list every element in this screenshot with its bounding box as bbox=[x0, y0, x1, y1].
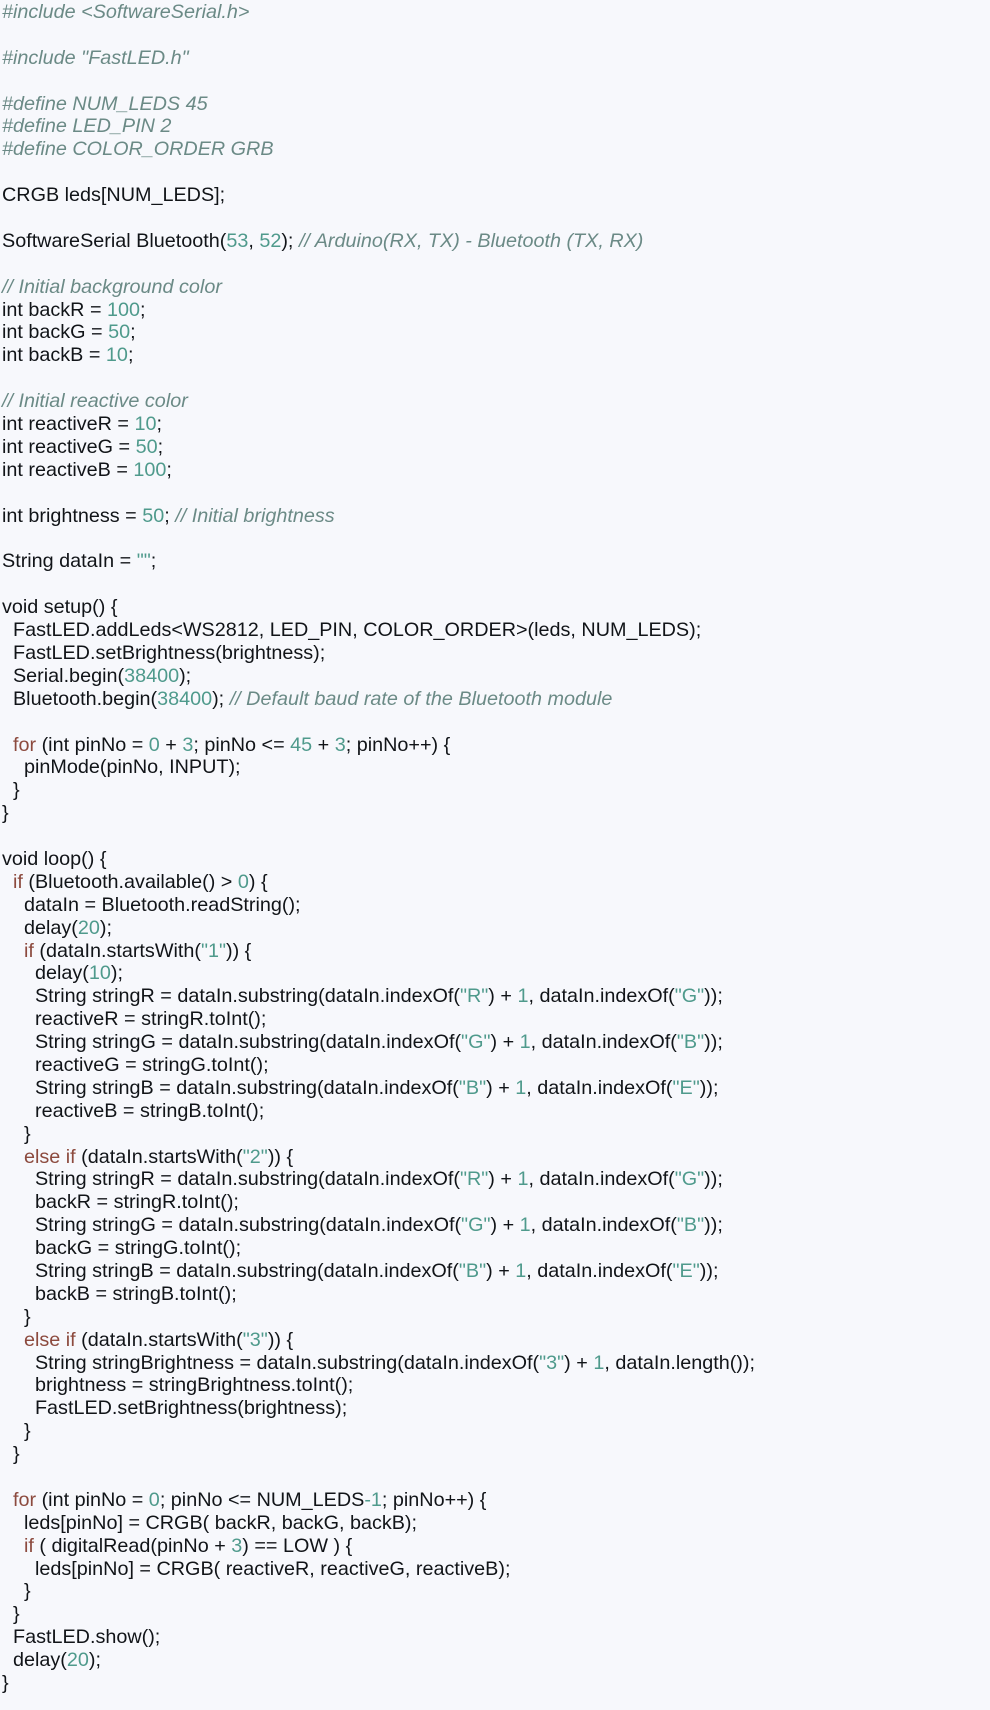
code-line bbox=[2, 1374, 982, 1397]
number-literal: 38400 bbox=[124, 664, 180, 687]
code-text: (int pinNo = bbox=[36, 733, 149, 756]
keyword: else if bbox=[23, 1328, 76, 1351]
string-literal: "3" bbox=[242, 1328, 268, 1351]
code-line bbox=[2, 1329, 982, 1352]
code-line bbox=[2, 1191, 982, 1214]
code-text: ) + bbox=[486, 1076, 516, 1099]
number-literal: 45 bbox=[290, 733, 313, 756]
number-literal: 10 bbox=[88, 962, 111, 985]
number-literal: 52 bbox=[259, 229, 282, 252]
number-literal: 20 bbox=[77, 916, 100, 939]
code-text bbox=[2, 871, 13, 893]
code-line bbox=[2, 527, 982, 550]
code-line bbox=[2, 276, 982, 299]
code-text: , dataIn.length()); bbox=[604, 1351, 755, 1374]
code-line bbox=[2, 985, 982, 1008]
code-text: delay( bbox=[2, 916, 78, 939]
code-text: ; bbox=[150, 550, 157, 573]
code-line bbox=[2, 848, 982, 871]
code-text: (dataIn.startsWith( bbox=[75, 1145, 243, 1168]
code-text: )); bbox=[699, 1259, 719, 1282]
code-line bbox=[2, 1, 982, 24]
code-line bbox=[2, 917, 982, 940]
code-text: String stringG = dataIn.substring(dataIn.indexOf( bbox=[2, 1214, 462, 1237]
code-line bbox=[2, 93, 982, 116]
code-text: delay( bbox=[2, 1649, 67, 1672]
code-text: int backB = bbox=[2, 344, 106, 367]
code-text: brightness = stringBrightness.toInt(); bbox=[2, 1374, 354, 1397]
number-literal: 10 bbox=[134, 413, 157, 436]
code-line bbox=[2, 1489, 982, 1512]
code-line bbox=[2, 1466, 982, 1489]
code-line bbox=[2, 184, 982, 207]
number-literal: 10 bbox=[105, 344, 128, 367]
number-literal: 1 bbox=[519, 1214, 531, 1237]
code-text: backG = stringG.toInt(); bbox=[2, 1237, 242, 1260]
number-literal: -1 bbox=[364, 1488, 382, 1511]
string-literal: "R" bbox=[459, 985, 489, 1008]
code-text: SoftwareSerial Bluetooth( bbox=[2, 229, 227, 252]
code-line bbox=[2, 482, 982, 505]
code-text: ); bbox=[88, 1649, 101, 1672]
code-text: ; pinNo <= NUM_LEDS bbox=[159, 1488, 365, 1511]
code-text: ); bbox=[110, 962, 123, 985]
preprocessor-directive: #include <SoftwareSerial.h> bbox=[2, 1, 250, 23]
code-text: ( digitalRead(pinNo + bbox=[33, 1534, 232, 1557]
code-text: int reactiveR = bbox=[2, 413, 135, 436]
code-text: leds[pinNo] = CRGB( reactiveR, reactiveG, reactiveB); bbox=[2, 1557, 511, 1580]
code-line bbox=[2, 1214, 982, 1237]
code-line bbox=[2, 390, 982, 413]
code-text: } bbox=[2, 1580, 31, 1603]
keyword: if bbox=[23, 939, 34, 962]
code-text: dataIn = Bluetooth.readString(); bbox=[2, 893, 301, 916]
code-line bbox=[2, 756, 982, 779]
string-literal: "3" bbox=[539, 1351, 565, 1374]
string-literal: "G" bbox=[461, 1214, 491, 1237]
number-literal: 1 bbox=[593, 1351, 605, 1374]
code-text: )); bbox=[704, 1031, 723, 1054]
number-literal: 50 bbox=[142, 504, 165, 527]
string-literal: "B" bbox=[676, 1031, 705, 1054]
code-line bbox=[2, 1558, 982, 1581]
code-text: String stringB = dataIn.substring(dataIn.indexOf( bbox=[2, 1076, 459, 1099]
string-literal: "B" bbox=[458, 1076, 487, 1099]
code-text: )); bbox=[699, 1076, 719, 1099]
code-line bbox=[2, 711, 982, 734]
string-literal: "G" bbox=[674, 985, 705, 1008]
string-literal: "B" bbox=[676, 1214, 705, 1237]
number-literal: 20 bbox=[66, 1649, 89, 1672]
code-view[interactable] bbox=[2, 1, 982, 1695]
code-line bbox=[2, 573, 982, 596]
code-comment: // Default baud rate of the Bluetooth module bbox=[229, 687, 613, 710]
preprocessor-directive: #include "FastLED.h" bbox=[2, 46, 189, 69]
code-text: ); bbox=[281, 229, 299, 252]
code-comment: // Initial reactive color bbox=[2, 390, 188, 413]
code-line bbox=[2, 962, 982, 985]
code-text: ) == LOW ) { bbox=[242, 1534, 353, 1557]
code-line bbox=[2, 1626, 982, 1649]
code-text: , bbox=[248, 229, 260, 252]
code-line bbox=[2, 619, 982, 642]
code-text bbox=[2, 734, 13, 756]
keyword: if bbox=[13, 870, 23, 893]
code-line bbox=[2, 138, 982, 161]
code-line bbox=[2, 642, 982, 665]
code-text: } bbox=[2, 1672, 9, 1695]
code-line bbox=[2, 344, 982, 367]
string-literal: "E" bbox=[672, 1259, 700, 1282]
code-text: } bbox=[2, 1305, 31, 1328]
code-line bbox=[2, 1580, 982, 1603]
string-literal: "" bbox=[136, 550, 151, 573]
code-line bbox=[2, 1146, 982, 1169]
code-line bbox=[2, 825, 982, 848]
code-text: ; bbox=[157, 435, 164, 458]
code-text: int brightness = bbox=[2, 504, 143, 527]
code-line bbox=[2, 1535, 982, 1558]
code-text: ); bbox=[99, 916, 112, 939]
code-line bbox=[2, 871, 982, 894]
code-text: , dataIn.indexOf( bbox=[526, 1076, 673, 1099]
code-line bbox=[2, 367, 982, 390]
preprocessor-directive: #define COLOR_ORDER GRB bbox=[2, 138, 274, 161]
code-line bbox=[2, 779, 982, 802]
keyword: if bbox=[23, 1534, 34, 1557]
code-text: + bbox=[159, 733, 183, 756]
code-line bbox=[2, 1420, 982, 1443]
code-text: ; pinNo++) { bbox=[345, 733, 451, 756]
code-line bbox=[2, 1008, 982, 1031]
code-text: int backR = bbox=[2, 298, 108, 321]
code-text: reactiveB = stringB.toInt(); bbox=[2, 1099, 265, 1122]
code-line bbox=[2, 115, 982, 138]
code-text: (int pinNo = bbox=[36, 1488, 149, 1511]
code-line bbox=[2, 230, 982, 253]
keyword: for bbox=[13, 733, 37, 756]
number-literal: 50 bbox=[108, 321, 131, 344]
string-literal: "2" bbox=[242, 1145, 268, 1168]
code-text: String stringR = dataIn.substring(dataIn.indexOf( bbox=[2, 985, 460, 1008]
number-literal: 53 bbox=[226, 229, 249, 252]
code-text: } bbox=[2, 1443, 20, 1466]
code-text: (dataIn.startsWith( bbox=[75, 1328, 243, 1351]
string-literal: "G" bbox=[461, 1031, 491, 1054]
code-text bbox=[2, 1146, 24, 1168]
code-line bbox=[2, 505, 982, 528]
code-line bbox=[2, 1512, 982, 1535]
code-text: ; bbox=[130, 321, 136, 344]
code-line bbox=[2, 1077, 982, 1100]
code-text: reactiveR = stringR.toInt(); bbox=[2, 1008, 267, 1031]
code-text: (dataIn.startsWith( bbox=[33, 939, 201, 962]
code-text: delay( bbox=[2, 962, 89, 985]
code-text: } bbox=[2, 1420, 31, 1443]
code-text: FastLED.show(); bbox=[2, 1626, 161, 1649]
number-literal: 1 bbox=[517, 1168, 529, 1191]
code-text: ); bbox=[212, 687, 230, 710]
code-text: ) + bbox=[564, 1351, 594, 1374]
code-text: , dataIn.indexOf( bbox=[530, 1214, 677, 1237]
code-line bbox=[2, 734, 982, 757]
code-comment: // Arduino(RX, TX) - Bluetooth (TX, RX) bbox=[298, 229, 644, 252]
code-text: ); bbox=[179, 664, 192, 687]
code-text: String stringBrightness = dataIn.substring(dataIn.indexOf( bbox=[2, 1351, 540, 1374]
code-line bbox=[2, 1672, 982, 1695]
code-line bbox=[2, 459, 982, 482]
code-text: ) + bbox=[488, 1168, 518, 1191]
code-line bbox=[2, 47, 982, 70]
code-text: ) { bbox=[248, 870, 268, 893]
code-text: ) + bbox=[488, 985, 518, 1008]
code-line bbox=[2, 1443, 982, 1466]
code-line bbox=[2, 1603, 982, 1626]
code-text: ; bbox=[156, 413, 162, 436]
code-text: ) + bbox=[490, 1031, 520, 1054]
code-text: (Bluetooth.available() > bbox=[22, 870, 238, 893]
code-line bbox=[2, 1100, 982, 1123]
code-text: backB = stringB.toInt(); bbox=[2, 1282, 237, 1305]
code-text: int reactiveG = bbox=[2, 435, 136, 458]
preprocessor-directive: #define NUM_LEDS 45 bbox=[2, 92, 208, 115]
code-comment: // Initial brightness bbox=[175, 504, 335, 527]
number-literal: 0 bbox=[148, 733, 160, 756]
code-text: FastLED.setBrightness(brightness); bbox=[2, 1397, 348, 1420]
number-literal: 3 bbox=[231, 1534, 243, 1557]
code-line bbox=[2, 1283, 982, 1306]
code-text: String dataIn = bbox=[2, 550, 137, 573]
code-text: FastLED.setBrightness(brightness); bbox=[2, 641, 326, 664]
code-line bbox=[2, 413, 982, 436]
code-line bbox=[2, 299, 982, 322]
code-line bbox=[2, 802, 982, 825]
code-text: String stringG = dataIn.substring(dataIn.indexOf( bbox=[2, 1031, 462, 1054]
string-literal: "B" bbox=[458, 1259, 487, 1282]
code-text: ; bbox=[166, 458, 172, 481]
number-literal: 1 bbox=[515, 1076, 527, 1099]
code-text: } bbox=[2, 802, 9, 825]
code-line bbox=[2, 940, 982, 963]
number-literal: 0 bbox=[148, 1488, 160, 1511]
code-text: ; pinNo <= bbox=[193, 733, 291, 756]
code-line bbox=[2, 550, 982, 573]
code-text: backR = stringR.toInt(); bbox=[2, 1191, 239, 1214]
number-literal: 100 bbox=[133, 458, 167, 481]
code-line bbox=[2, 207, 982, 230]
code-text: void loop() { bbox=[2, 847, 107, 870]
code-line bbox=[2, 1397, 982, 1420]
code-text: Serial.begin( bbox=[2, 664, 125, 687]
code-text: void setup() { bbox=[2, 596, 118, 619]
code-text: } bbox=[2, 779, 20, 802]
code-text: leds[pinNo] = CRGB( backR, backG, backB); bbox=[2, 1511, 418, 1534]
code-text: ) + bbox=[486, 1259, 516, 1282]
code-text: CRGB leds[NUM_LEDS]; bbox=[2, 184, 226, 207]
code-text bbox=[2, 1329, 24, 1351]
code-text: ; bbox=[127, 344, 134, 367]
number-literal: 0 bbox=[237, 870, 249, 893]
code-line bbox=[2, 688, 982, 711]
string-literal: "1" bbox=[200, 939, 227, 962]
code-text: )) { bbox=[267, 1328, 294, 1351]
code-line bbox=[2, 1352, 982, 1375]
code-text: )); bbox=[704, 1214, 723, 1237]
number-literal: 1 bbox=[519, 1031, 531, 1054]
code-line bbox=[2, 321, 982, 344]
code-line bbox=[2, 1237, 982, 1260]
code-text: + bbox=[312, 733, 335, 756]
string-literal: "G" bbox=[674, 1168, 705, 1191]
code-text: Bluetooth.begin( bbox=[2, 687, 158, 710]
code-line bbox=[2, 1168, 982, 1191]
code-text: String stringB = dataIn.substring(dataIn.indexOf( bbox=[2, 1259, 459, 1282]
code-line bbox=[2, 1260, 982, 1283]
number-literal: 3 bbox=[182, 733, 194, 756]
code-text: String stringR = dataIn.substring(dataIn.indexOf( bbox=[2, 1168, 460, 1191]
code-line bbox=[2, 161, 982, 184]
code-line bbox=[2, 70, 982, 93]
code-text: } bbox=[2, 1122, 31, 1145]
number-literal: 38400 bbox=[157, 687, 213, 710]
code-text: int reactiveB = bbox=[2, 458, 134, 481]
code-line bbox=[2, 1031, 982, 1054]
code-text: reactiveG = stringG.toInt(); bbox=[2, 1053, 269, 1076]
code-text bbox=[2, 1535, 24, 1557]
code-line bbox=[2, 24, 982, 47]
number-literal: 1 bbox=[515, 1259, 527, 1282]
code-comment: // Initial background color bbox=[2, 275, 222, 298]
keyword: for bbox=[13, 1488, 37, 1511]
code-text: pinMode(pinNo, INPUT); bbox=[2, 756, 241, 779]
code-text: ; bbox=[164, 504, 176, 527]
code-line bbox=[2, 253, 982, 276]
code-text: ; bbox=[140, 298, 146, 321]
code-line bbox=[2, 665, 982, 688]
number-literal: 3 bbox=[334, 733, 346, 756]
code-text: ) + bbox=[490, 1214, 520, 1237]
number-literal: 100 bbox=[107, 298, 141, 321]
code-text: , dataIn.indexOf( bbox=[526, 1259, 673, 1282]
code-text: FastLED.addLeds<WS2812, LED_PIN, COLOR_ORDER>(leds, NUM_LEDS); bbox=[2, 619, 702, 642]
code-line bbox=[2, 436, 982, 459]
code-line bbox=[2, 596, 982, 619]
code-line bbox=[2, 1649, 982, 1672]
code-text: , dataIn.indexOf( bbox=[528, 1168, 675, 1191]
code-line bbox=[2, 1054, 982, 1077]
code-line bbox=[2, 1306, 982, 1329]
code-line bbox=[2, 1123, 982, 1146]
preprocessor-directive: #define LED_PIN 2 bbox=[2, 115, 172, 138]
code-text: , dataIn.indexOf( bbox=[528, 985, 675, 1008]
code-text: )); bbox=[704, 1168, 723, 1191]
keyword: else if bbox=[23, 1145, 76, 1168]
code-line bbox=[2, 894, 982, 917]
code-text: )) { bbox=[226, 939, 252, 962]
code-text: )) { bbox=[267, 1145, 294, 1168]
string-literal: "R" bbox=[459, 1168, 489, 1191]
number-literal: 50 bbox=[135, 435, 158, 458]
code-text: )); bbox=[704, 985, 723, 1008]
code-text: int backG = bbox=[2, 321, 109, 344]
code-text: , dataIn.indexOf( bbox=[530, 1031, 677, 1054]
number-literal: 1 bbox=[517, 985, 529, 1008]
code-text: } bbox=[2, 1603, 20, 1626]
string-literal: "E" bbox=[672, 1076, 700, 1099]
code-text: ; pinNo++) { bbox=[381, 1488, 487, 1511]
code-text bbox=[2, 1489, 13, 1511]
code-text bbox=[2, 940, 24, 962]
